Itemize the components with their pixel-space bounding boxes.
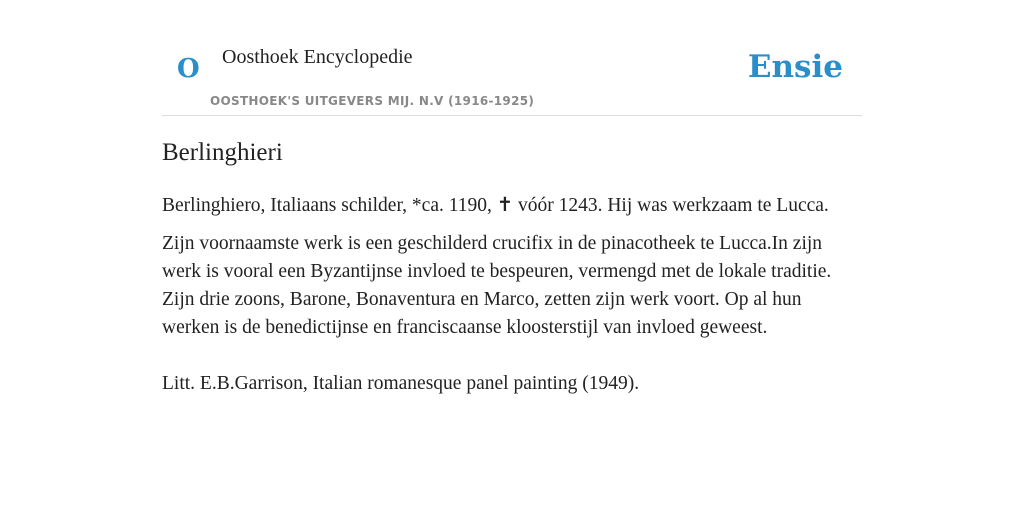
article-paragraph: Zijn voornaamste werk is een geschilderd crucifix in de pinacotheek te Lucca.In zijn werk is vooral een Byzantijnse invloed te bespeuren, vermengd met de lokale traditie. Zijn drie zoons, Barone, Bonaventura en Marco, zetten zijn werk voort. Op al hun werken is de benedictijnse en franciscaanse kloosterstijl van invloed geweest.	[162, 233, 832, 338]
brand-link[interactable]: Ensie	[747, 49, 843, 85]
site-subtitle: OOSTHOEK'S UITGEVERS MIJ. N.V (1916-1925)	[210, 94, 535, 108]
article	[162, 116, 862, 398]
article-paragraph: Berlinghiero, Italiaans schilder, *ca. 1190, ✝ vóór 1243. Hij was werkzaam te Lucca.	[162, 195, 829, 216]
site-logo[interactable]: O	[177, 54, 200, 84]
site-title[interactable]: Oosthoek Encyclopedie	[222, 46, 413, 68]
literature-reference: Litt. E.B.Garrison, Italian romanesque panel painting (1949).	[162, 373, 640, 394]
site-header	[162, 0, 862, 116]
article-title: Berlinghieri	[162, 139, 283, 166]
page-container	[162, 0, 862, 408]
